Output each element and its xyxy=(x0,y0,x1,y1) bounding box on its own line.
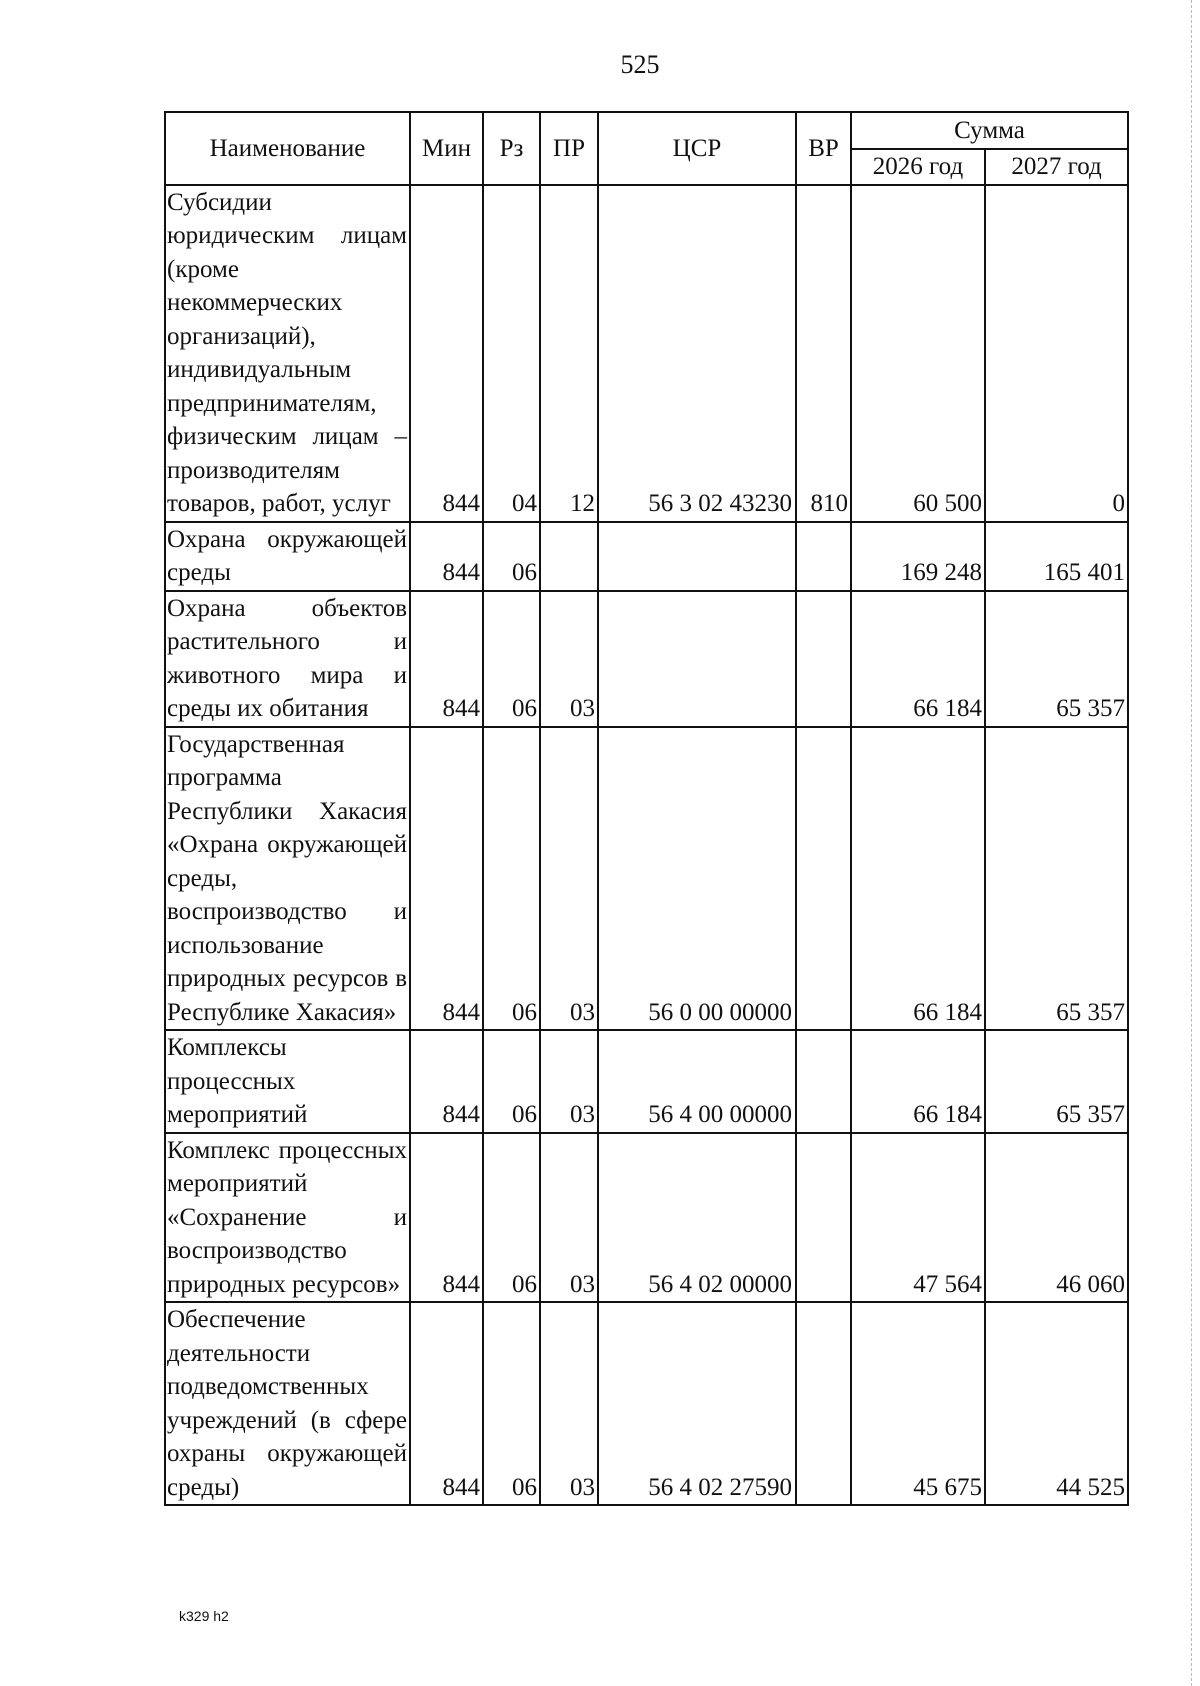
row-vr xyxy=(796,1302,851,1505)
row-min: 844 xyxy=(410,185,483,522)
row-rz: 06 xyxy=(483,727,540,1031)
header-vr: ВР xyxy=(796,112,851,185)
row-pr xyxy=(540,522,598,591)
row-name: Охрана объектов растительного и животного мира и среды их обитания xyxy=(165,591,410,727)
row-2027: 44 525 xyxy=(985,1302,1128,1505)
row-pr: 03 xyxy=(540,1030,598,1133)
row-2026: 169 248 xyxy=(851,522,985,591)
row-rz: 06 xyxy=(483,1030,540,1133)
budget-table xyxy=(164,111,1129,1506)
row-2026: 66 184 xyxy=(851,727,985,1031)
row-vr: 810 xyxy=(796,185,851,522)
header-row xyxy=(165,112,1128,149)
row-min: 844 xyxy=(410,591,483,727)
row-name: Комплексы процессных мероприятий xyxy=(165,1030,410,1133)
header-pr: ПР xyxy=(540,112,598,185)
table-row xyxy=(165,522,1128,591)
table-row xyxy=(165,591,1128,727)
row-vr xyxy=(796,1133,851,1303)
row-name: Субсидии юридическим лицам (кроме некоммерческих организаций), индивидуальным предпринимателям, физическим лицам – производителям товаров, работ, услуг xyxy=(165,185,410,522)
row-pr: 03 xyxy=(540,727,598,1031)
table-row xyxy=(165,1133,1128,1303)
row-csr: 56 3 02 43230 xyxy=(598,185,796,522)
row-pr: 03 xyxy=(540,1302,598,1505)
row-2026: 60 500 xyxy=(851,185,985,522)
row-pr: 12 xyxy=(540,185,598,522)
row-name: Охрана окружающей среды xyxy=(165,522,410,591)
table-row xyxy=(165,1030,1128,1133)
row-2027: 0 xyxy=(985,185,1128,522)
row-2027: 65 357 xyxy=(985,1030,1128,1133)
table-row xyxy=(165,185,1128,522)
row-2027: 65 357 xyxy=(985,591,1128,727)
row-csr: 56 4 02 00000 xyxy=(598,1133,796,1303)
row-2026: 47 564 xyxy=(851,1133,985,1303)
scan-edge-line xyxy=(1191,0,1192,1686)
row-csr xyxy=(598,522,796,591)
row-2027: 165 401 xyxy=(985,522,1128,591)
header-min: Мин xyxy=(410,112,483,185)
header-sum: Сумма xyxy=(851,112,1128,149)
header-rz: Рз xyxy=(483,112,540,185)
row-name: Государственная программа Республики Хакасия «Охрана окружающей среды, воспроизводство и использование природных ресурсов в Республике Хакасия» xyxy=(165,727,410,1031)
header-name: Наименование xyxy=(165,112,410,185)
row-csr: 56 4 02 27590 xyxy=(598,1302,796,1505)
row-rz: 06 xyxy=(483,522,540,591)
row-vr xyxy=(796,522,851,591)
row-2027: 46 060 xyxy=(985,1133,1128,1303)
table-row xyxy=(165,1302,1128,1505)
row-vr xyxy=(796,727,851,1031)
row-min: 844 xyxy=(410,1302,483,1505)
row-2026: 66 184 xyxy=(851,1030,985,1133)
row-2026: 45 675 xyxy=(851,1302,985,1505)
header-csr: ЦСР xyxy=(598,112,796,185)
row-pr: 03 xyxy=(540,591,598,727)
row-2026: 66 184 xyxy=(851,591,985,727)
row-vr xyxy=(796,591,851,727)
row-name: Комплекс процессных мероприятий «Сохранение и воспроизводство природных ресурсов» xyxy=(165,1133,410,1303)
header-year-2026: 2026 год xyxy=(851,149,985,185)
row-vr xyxy=(796,1030,851,1133)
row-rz: 04 xyxy=(483,185,540,522)
row-min: 844 xyxy=(410,727,483,1031)
row-2027: 65 357 xyxy=(985,727,1128,1031)
row-csr xyxy=(598,591,796,727)
footer-code: k329 h2 xyxy=(179,1608,229,1624)
row-rz: 06 xyxy=(483,591,540,727)
row-rz: 06 xyxy=(483,1302,540,1505)
row-min: 844 xyxy=(410,1133,483,1303)
row-name: Обеспечение деятельности подведомственных учреждений (в сфере охраны окружающей среды) xyxy=(165,1302,410,1505)
row-rz: 06 xyxy=(483,1133,540,1303)
row-min: 844 xyxy=(410,1030,483,1133)
row-csr: 56 0 00 00000 xyxy=(598,727,796,1031)
table-row xyxy=(165,727,1128,1031)
page-number: 525 xyxy=(620,50,660,79)
header-year-2027: 2027 год xyxy=(985,149,1128,185)
row-pr: 03 xyxy=(540,1133,598,1303)
row-csr: 56 4 00 00000 xyxy=(598,1030,796,1133)
row-min: 844 xyxy=(410,522,483,591)
